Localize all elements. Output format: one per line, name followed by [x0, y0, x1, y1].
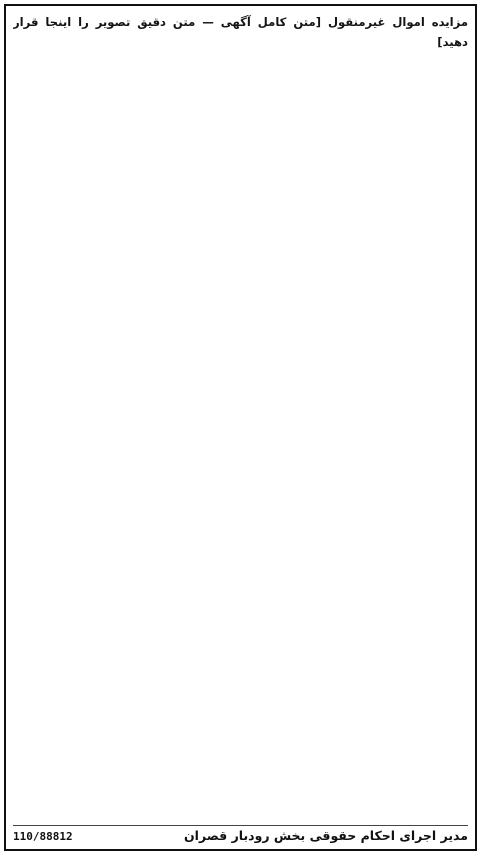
notice-body: مزایده اموال غیرمنقول [متن کامل آگهی — متن دقیق تصویر را اینجا قرار دهید]: [13, 15, 468, 50]
notice-signature: مدیر اجرای احکام حقوقی بخش رودبار قصران: [183, 828, 468, 843]
notice-footer: [13, 825, 468, 843]
notice-code: 110/88812: [13, 830, 73, 843]
notice-frame: [4, 4, 477, 851]
